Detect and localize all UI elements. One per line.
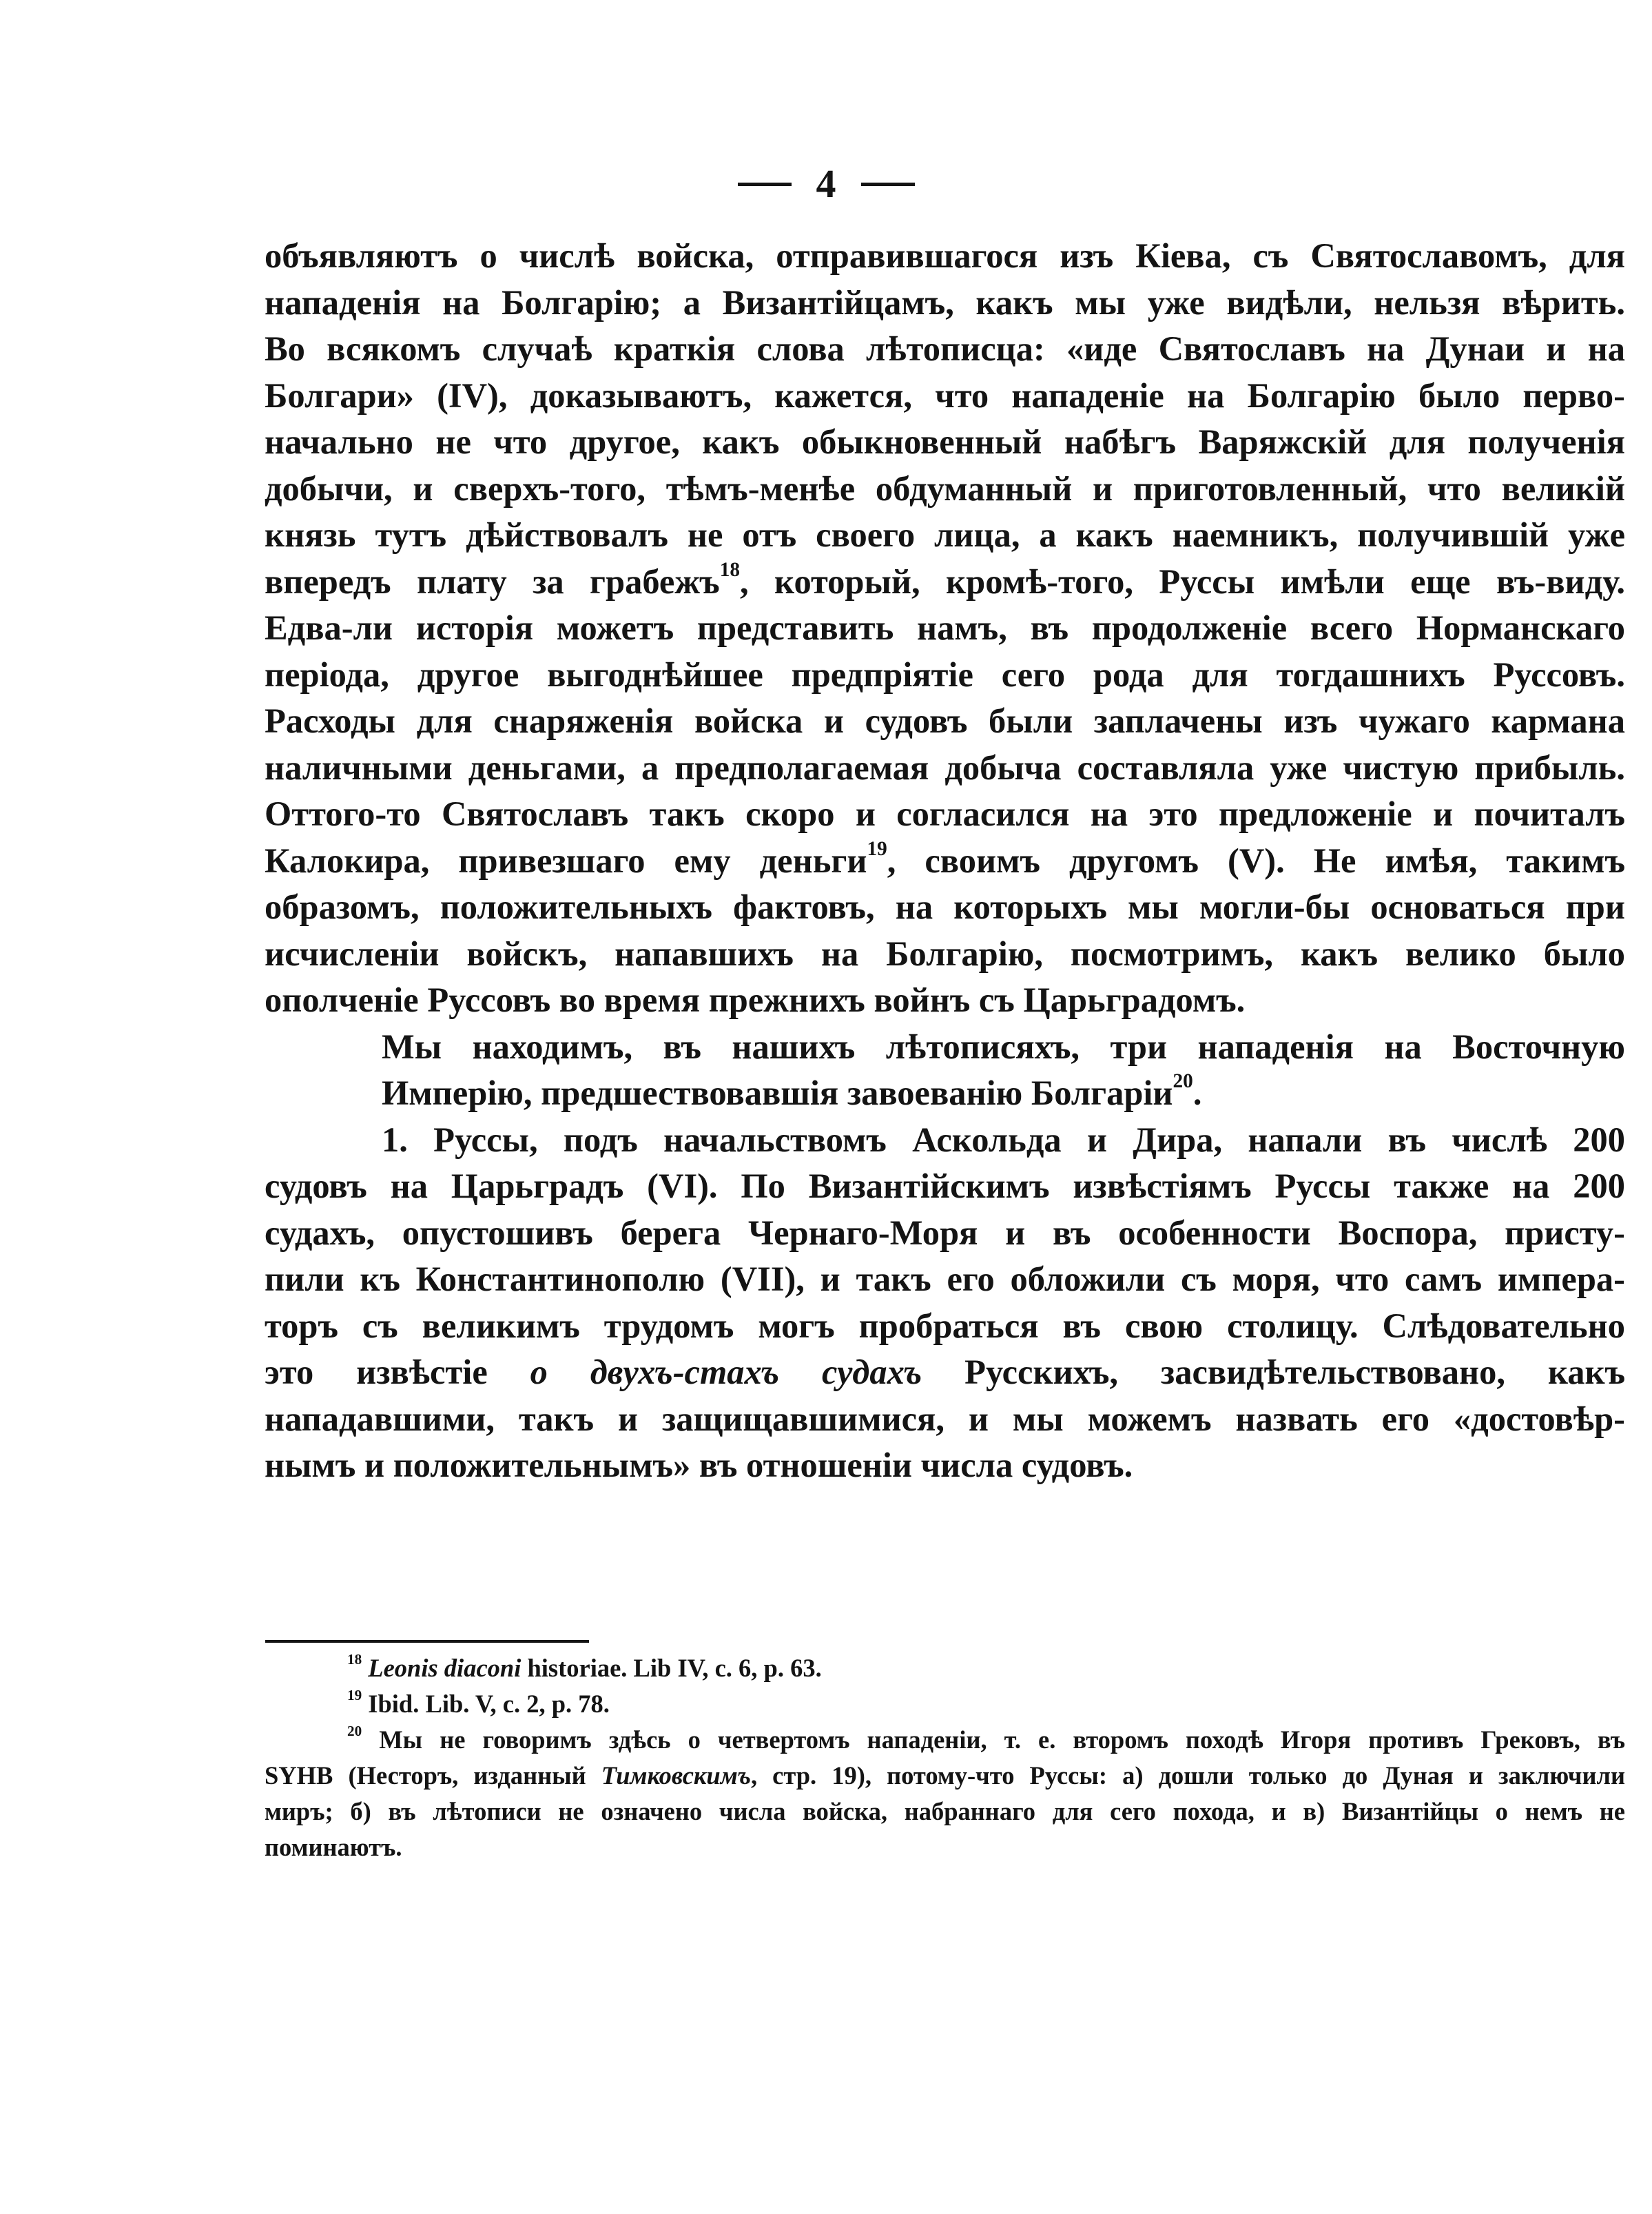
italic-fragment: о двухъ-стахъ судахъ	[530, 1353, 922, 1391]
paragraph-2	[265, 1024, 1625, 1117]
text-line: Оттого-то Святославъ такъ скоро и согласился на это предложеніе и почиталъ	[265, 795, 1625, 833]
text-fragment: , своимъ другомъ (V). Не имѣя, такимъ	[887, 841, 1626, 880]
footnote-line: поминаютъ.	[265, 1833, 402, 1861]
text-line: Болгари» (IV), доказываютъ, кажется, что нападеніе на Болгарію было перво-	[265, 376, 1625, 415]
text-line: судовъ на Царьградъ (VI). По Византійскимъ извѣстіямъ Руссы также на 200	[265, 1167, 1625, 1205]
footnote-ref-19[interactable]: 19	[867, 837, 887, 860]
text-line: Расходы для снаряженія войска и судовъ были заплачены изъ чужаго кармана	[265, 701, 1625, 740]
text-line: князь тутъ дѣйствовалъ не отъ своего лица, а какъ наемникъ, получившій уже	[265, 515, 1625, 554]
text-line	[265, 559, 1625, 606]
header-dash-left	[738, 183, 792, 186]
paragraph-1	[265, 233, 1625, 1024]
text-line: нападавшими, такъ и защищавшимися, и мы можемъ назвать его «достовѣр-	[265, 1399, 1625, 1438]
footnote-line	[265, 1758, 1625, 1794]
footnote-18	[265, 1650, 1625, 1686]
text-line: исчисленіи войскъ, напавшихъ на Болгарію, посмотримъ, какъ велико было	[265, 934, 1625, 973]
text-fragment: Калокира, привезшаго ему деньги	[265, 841, 867, 880]
text-fragment: Русскихъ, засвидѣтельствовано, какъ	[964, 1353, 1626, 1391]
text-line: Мы находимъ, въ нашихъ лѣтописяхъ, три нападенія на Восточную	[382, 1027, 1625, 1066]
footnote-ref-18[interactable]: 18	[719, 558, 740, 581]
text-line: Имперію, предшествовавшія завоеванію Болгаріи$^{20}$.	[382, 1070, 1202, 1112]
text-fragment: это извѣстіе	[265, 1353, 488, 1391]
footnote-marker: 20	[347, 1723, 362, 1740]
footnote-separator	[265, 1640, 589, 1643]
footnote-text: historiae. Lib IV, c. 6, p. 63.	[527, 1654, 822, 1682]
text-line: судахъ, опустошивъ берега Чернаго-Моря и въ особенности Воспора, присту-	[265, 1213, 1625, 1252]
text-line: начально не что другое, какъ обыкновенный набѣгъ Варяжскій для полученія	[265, 422, 1625, 461]
text-line: наличными деньгами, а предполагаемая добыча составляла уже чистую прибыль.	[265, 748, 1625, 787]
footnote-text: Мы не говоримъ здѣсь о четвертомъ нападеніи, т. е. второмъ походѣ Игоря противъ Грековъ, въ	[379, 1725, 1625, 1754]
italic-fragment: Тимковскимъ	[601, 1761, 751, 1790]
text-line	[265, 838, 1625, 885]
footnote-text: , стр. 19), потому-что Руссы: а) дошли только до Дуная и заключили	[750, 1761, 1626, 1790]
text-line: Во всякомъ случаѣ краткія слова лѣтописца: «иде Святославъ на Дунаи и на	[265, 329, 1625, 368]
text-line: пили къ Константинополю (VII), и такъ его обложили съ моря, что самъ импера-	[265, 1260, 1625, 1298]
page-number: 4	[816, 161, 836, 206]
footnote-line	[265, 1722, 1625, 1758]
text-line: нымъ и положительнымъ» въ отношеніи числа судовъ.	[265, 1446, 1133, 1484]
text-line: торъ съ великимъ трудомъ могъ пробраться въ свою столицу. Слѣдовательно	[265, 1306, 1625, 1345]
text-line	[265, 1349, 1625, 1396]
footnote-line: миръ; б) въ лѣтописи не означено числа войска, набраннаго для сего похода, и в) Византійцы о немъ не	[265, 1797, 1625, 1825]
text-fragment: , который, кромѣ-того, Руссы имѣли еще въ-виду.	[740, 562, 1625, 601]
footnote-19	[265, 1686, 1625, 1722]
text-line: 1. Руссы, подъ начальствомъ Аскольда и Дира, напали въ числѣ 200	[382, 1120, 1625, 1159]
text-fragment: впередъ плату за грабежъ	[265, 562, 720, 601]
footnote-text: Ibid. Lib. V, c. 2, p. 78.	[368, 1690, 610, 1718]
text-line: объявляютъ о числѣ войска, отправившагося изъ Кіева, съ Святославомъ, для	[265, 236, 1625, 275]
italic-fragment: Leonis diaconi	[368, 1654, 522, 1682]
footnotes	[265, 1650, 1625, 1865]
page-header	[0, 161, 1652, 206]
paragraph-3	[265, 1117, 1625, 1489]
footnote-20	[265, 1722, 1625, 1865]
text-line: ополченіе Руссовъ во время прежнихъ войнъ съ Царьградомъ.	[265, 981, 1246, 1019]
footnote-marker: 18	[347, 1651, 362, 1668]
footnote-marker: 19	[347, 1687, 362, 1704]
main-text	[265, 233, 1625, 1489]
text-line: нападенія на Болгарію; а Византійцамъ, какъ мы уже видѣли, нельзя вѣрить.	[265, 283, 1625, 322]
text-fragment: Имперію, предшествовавшія завоеванію Болгаріи	[382, 1074, 1173, 1112]
text-line: добычи, и сверхъ-того, тѣмъ-менѣе обдуманный и приготовленный, что великій	[265, 469, 1625, 508]
text-line: образомъ, положительныхъ фактовъ, на которыхъ мы могли-бы основаться при	[265, 888, 1625, 926]
footnote-text: SYHB (Несторъ, изданный	[265, 1761, 586, 1790]
text-line: Едва-ли исторія можетъ представить намъ, въ продолженіе всего Норманскаго	[265, 608, 1625, 647]
header-dash-right	[861, 183, 915, 186]
text-line: періода, другое выгоднѣйшее предпріятіе сего рода для тогдашнихъ Руссовъ.	[265, 655, 1625, 694]
footnote-ref-20[interactable]: 20	[1173, 1070, 1193, 1093]
